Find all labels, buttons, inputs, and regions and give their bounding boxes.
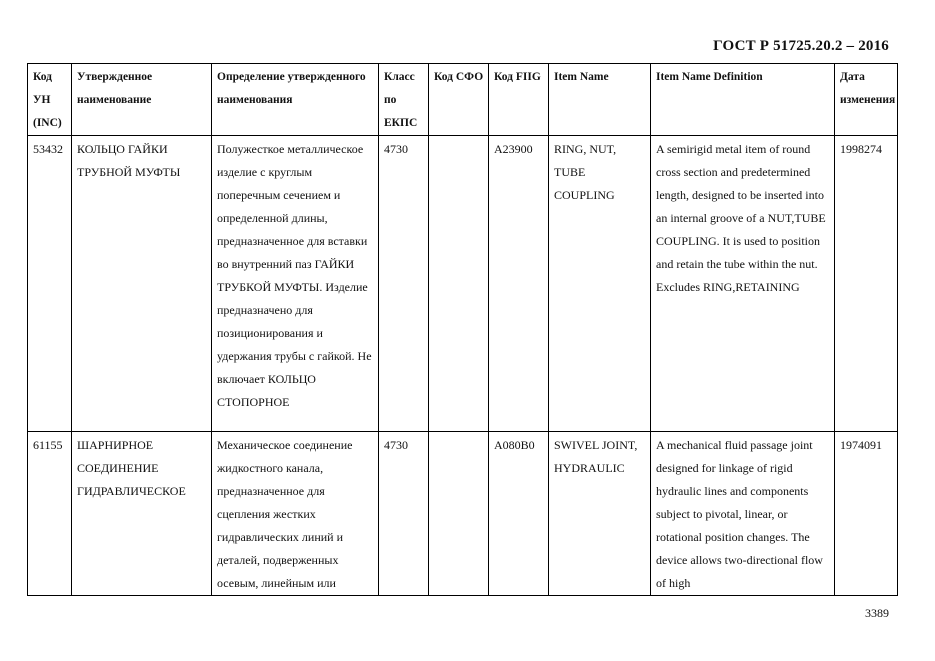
column-header-item-definition: Item Name Definition xyxy=(651,64,835,136)
column-header-sfo: Код СФО xyxy=(429,64,489,136)
cell-item-definition: A semirigid metal item of round cross section and predetermined length, designed to be inserted into an internal groove of a NUT,TUBE COUPLING. It is used to position and retain the tube within the nut. Excludes RING,RETAINING xyxy=(651,136,835,432)
column-header-name: Утвержденное наименование xyxy=(72,64,212,136)
cell-item-definition: A mechanical fluid passage joint designed for linkage of rigid hydraulic lines and components subject to pivotal, linear, or rotational position changes. The device allows two-directional flow of high xyxy=(651,432,835,596)
column-header-fiig: Код FIIG xyxy=(489,64,549,136)
column-header-class: Класс по ЕКПС xyxy=(379,64,429,136)
cell-fiig: A080B0 xyxy=(489,432,549,596)
page-number: 3389 xyxy=(865,606,889,620)
cell-code: 61155 xyxy=(28,432,72,596)
column-header-code: Код УН (INC) xyxy=(28,64,72,136)
table-header-row xyxy=(28,64,898,136)
table-row xyxy=(28,432,898,596)
document-title: ГОСТ Р 51725.20.2 – 2016 xyxy=(713,38,889,54)
cell-item-name: RING, NUT, TUBE COUPLING xyxy=(549,136,651,432)
cell-sfo xyxy=(429,136,489,432)
table-row xyxy=(28,136,898,432)
cell-class: 4730 xyxy=(379,432,429,596)
cell-name: КОЛЬЦО ГАЙКИ ТРУБНОЙ МУФТЫ xyxy=(72,136,212,432)
cell-name: ШАРНИРНОЕ СОЕДИНЕНИЕ ГИДРАВЛИЧЕСКОЕ xyxy=(72,432,212,596)
cell-date: 1974091 xyxy=(835,432,898,596)
cell-item-name: SWIVEL JOINT, HYDRAULIC xyxy=(549,432,651,596)
catalog-table xyxy=(27,63,898,596)
column-header-item-name: Item Name xyxy=(549,64,651,136)
cell-date: 1998274 xyxy=(835,136,898,432)
cell-definition: Механическое соединение жидкостного канала, предназначенное для сцепления жестких гидравлических линий и деталей, подверженных осевым, линейным или xyxy=(212,432,379,596)
column-header-definition: Определение утвержденного наименования xyxy=(212,64,379,136)
cell-sfo xyxy=(429,432,489,596)
cell-definition: Полужесткое металлическое изделие с круглым поперечным сечением и определенной длины, предназначенное для вставки во внутренний паз ГАЙКИ ТРУБКОЙ МУФТЫ. Изделие предназначено для позиционирования и удержания трубы с гайкой. Не включает КОЛЬЦО СТОПОРНОЕ xyxy=(212,136,379,432)
cell-fiig: A23900 xyxy=(489,136,549,432)
cell-class: 4730 xyxy=(379,136,429,432)
column-header-date: Дата изменения xyxy=(835,64,898,136)
cell-code: 53432 xyxy=(28,136,72,432)
